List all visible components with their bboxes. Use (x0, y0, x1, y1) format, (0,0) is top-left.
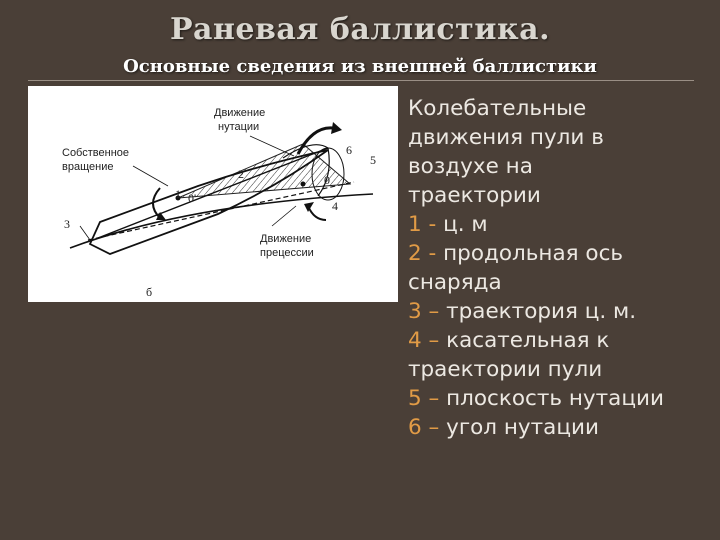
num-6: 6 (346, 143, 352, 157)
title-divider (28, 80, 694, 81)
legend-item-sep: – (421, 328, 447, 353)
legend-item-number: 5 (408, 386, 422, 411)
legend-item-number: 6 (408, 415, 422, 440)
legend-item (408, 384, 708, 413)
legend-heading-line: воздухе на (408, 154, 533, 179)
diagram-svg (28, 86, 398, 302)
label-own-rotation-2: вращение (62, 161, 114, 173)
num-5: 5 (370, 153, 376, 167)
label-own-rotation-1: Собственное (62, 147, 129, 159)
legend-item (408, 413, 708, 442)
legend-item-sep: – (421, 299, 447, 324)
legend-item (408, 210, 708, 239)
legend-item-text: траектория ц. м. (446, 299, 637, 324)
num-3: 3 (64, 217, 70, 231)
num-2: 2 (238, 167, 244, 181)
legend-item-number: 2 (408, 241, 422, 266)
legend-item (408, 326, 708, 355)
legend-text (408, 94, 708, 442)
label-nutation-1: Движение (214, 107, 266, 119)
legend-item-text: продольная ось (443, 241, 624, 266)
longitudinal-axis (98, 148, 328, 238)
figure-caption: б (146, 285, 153, 299)
legend-item-sep: – (421, 386, 447, 411)
legend-item-sep: - (421, 212, 444, 237)
legend-item-text: касательная к (446, 328, 610, 353)
precession-arrow (308, 206, 326, 220)
legend-item-text: ц. м (443, 212, 488, 237)
legend-item-number: 4 (408, 328, 422, 353)
center-point (301, 182, 306, 187)
label-precession-1: Движение (260, 233, 312, 245)
label-precession-2: прецессии (260, 247, 314, 259)
legend-item (408, 239, 708, 268)
slide-title: Раневая баллистика. (169, 12, 551, 47)
legend-item-sep: – (421, 415, 447, 440)
num-1: 1 (175, 187, 181, 201)
num-4: 4 (332, 199, 338, 213)
legend-item-continuation: траектории пули (408, 357, 603, 382)
legend-heading-line: движения пули в (408, 125, 604, 150)
legend-item (408, 297, 708, 326)
legend-heading-line: Колебательные (408, 96, 587, 121)
bullet-motion-diagram (28, 86, 398, 302)
trajectory-line (70, 194, 373, 248)
legend-item-text: угол нутации (446, 415, 599, 440)
slide-subtitle: Основные сведения из внешней баллистики (123, 56, 597, 77)
label-o-prime: 0' (188, 191, 197, 205)
legend-item-sep: - (421, 241, 444, 266)
legend-item-number: 3 (408, 299, 422, 324)
legend-item-number: 1 (408, 212, 422, 237)
legend-item-continuation: снаряда (408, 270, 502, 295)
legend-item-text: плоскость нутации (446, 386, 664, 411)
legend-heading-line: траектории (408, 183, 541, 208)
label-o-center: 0 (324, 173, 330, 187)
label-nutation-2: нутации (218, 121, 260, 133)
